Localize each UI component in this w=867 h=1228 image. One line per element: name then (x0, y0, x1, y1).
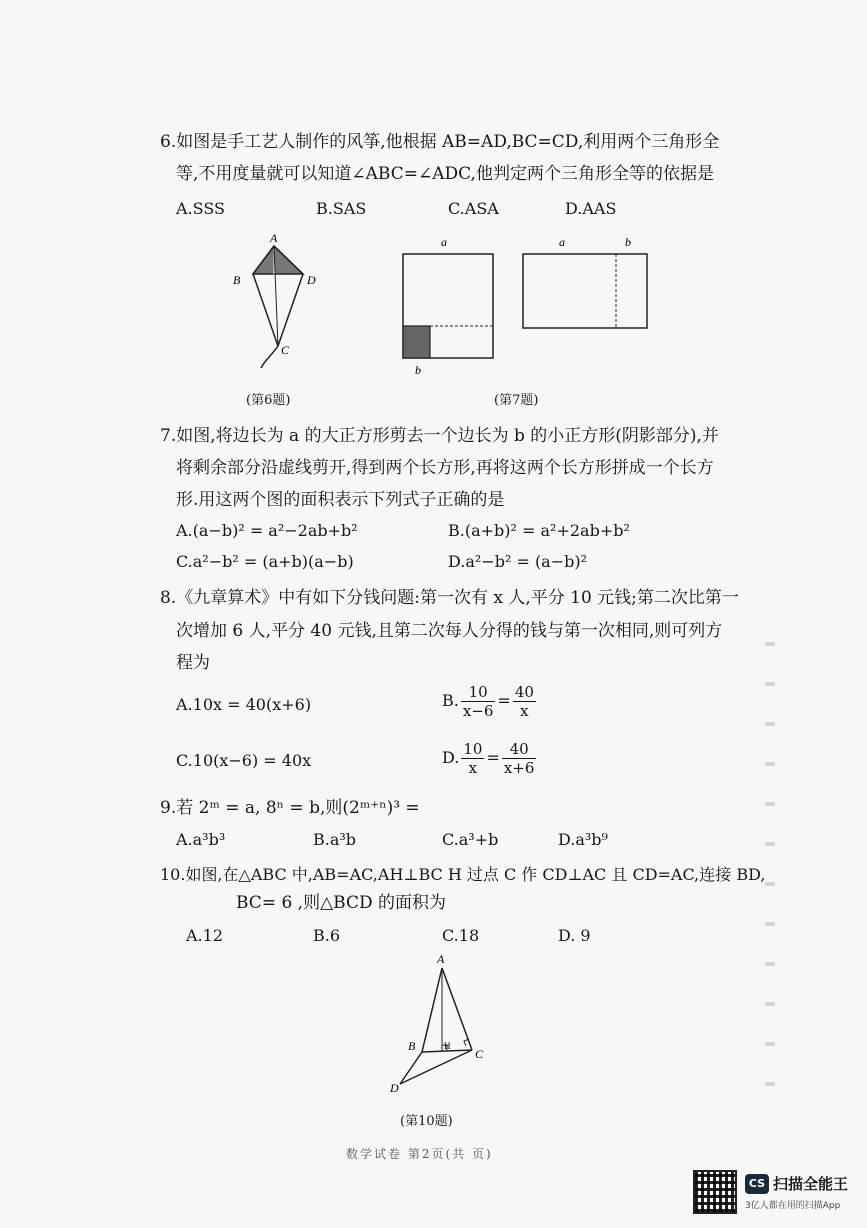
q8-option-d: D. $\frac{10}{x}$ = $\frac{40}{x+6}$ (442, 740, 535, 777)
q6-option-b: B.SAS (316, 199, 367, 218)
q6-line1: 6.如图是手工艺人制作的风筝,他根据 AB=AD,BC=CD,利用两个三角形全 (160, 132, 720, 152)
q9-option-b: B.a³b (313, 830, 357, 849)
watermark-subtitle: 3亿人都在用的扫描App (745, 1201, 841, 1211)
tri-label-b: B (408, 1039, 416, 1053)
q8-line3: 程为 (176, 653, 210, 673)
q7-option-c: C.a²−b² = (a+b)(a−b) (176, 552, 354, 571)
q6-caption: (第6题) (246, 393, 291, 408)
q7-option-b: B.(a+b)² = a²+2ab+b² (448, 521, 630, 540)
q7-line2: 将剩余部分沿虚线剪开,得到两个长方形,再将这两个长方形拼成一个长方 (176, 458, 714, 478)
camscanner-logo-icon: CS (745, 1174, 769, 1194)
scanner-watermark (693, 1170, 863, 1220)
tri-label-d: D (390, 1081, 399, 1095)
q8-option-a: A.10x = 40(x+6) (176, 695, 312, 714)
tri-label-c: C (475, 1047, 484, 1061)
rectangle (523, 254, 647, 328)
tri-label-h: H (444, 1041, 451, 1051)
q6-line2: 等,不用度量就可以知道∠ABC=∠ADC,他判定两个三角形全等的依据是 (176, 164, 714, 184)
kite-label-d: D (307, 273, 316, 287)
label-b1: b (415, 363, 421, 377)
label-a1: a (441, 235, 447, 249)
square-figures (395, 232, 655, 382)
label-b2: b (625, 235, 631, 249)
q7-line3: 形.用这两个图的面积表示下列式子正确的是 (176, 490, 505, 510)
q7-line1: 7.如图,将边长为 a 的大正方形剪去一个边长为 b 的小正方形(阴影部分),并 (160, 426, 719, 446)
q7-option-a: A.(a−b)² = a²−2ab+b² (176, 521, 358, 540)
qr-code-icon (693, 1170, 737, 1214)
q8-option-c: C.10(x−6) = 40x (176, 751, 312, 770)
q6-option-a: A.SSS (176, 199, 225, 218)
q8-line2: 次增加 6 人,平分 40 元钱,且第二次每人分得的钱与第一次相同,则可列方 (176, 621, 723, 641)
q8-option-b: B. $\frac{10}{x-6}$ = $\frac{40}{x}$ (442, 683, 534, 720)
q7-option-d: D.a²−b² = (a−b)² (448, 552, 588, 571)
q10-option-d: D. 9 (558, 926, 591, 945)
q10-caption: (第10题) (400, 1114, 453, 1129)
q9-option-d: D.a³b⁹ (558, 830, 608, 849)
kite-label-b: B (233, 273, 241, 287)
q10-line2: BC= 6 ,则△BCD 的面积为 (236, 893, 447, 913)
tri-label-a: A (437, 952, 445, 966)
scan-edge-artifact (765, 620, 775, 1110)
q10-option-b: B.6 (313, 926, 341, 945)
page-footer: 数学试卷 第2页(共 页) (346, 1147, 493, 1161)
q6-option-d: D.AAS (565, 199, 617, 218)
label-a2: a (559, 235, 565, 249)
q8-line1: 8.《九章算术》中有如下分钱问题:第一次有 x 人,平分 10 元钱;第二次比第一 (160, 588, 739, 608)
kite-figure (225, 228, 325, 378)
q10-option-c: C.18 (442, 926, 480, 945)
triangle-figure (380, 950, 500, 1100)
watermark-title: 扫描全能王 (773, 1175, 849, 1193)
q6-option-c: C.ASA (448, 199, 499, 218)
kite-label-c: C (281, 343, 290, 357)
q7-caption: (第7题) (494, 393, 539, 408)
q9-option-c: C.a³+b (442, 830, 499, 849)
q10-line1: 10.如图,在△ABC 中,AB=AC,AH⊥BC H 过点 C 作 CD⊥AC 且 CD=AC,连接 BD, (160, 865, 766, 884)
kite-label-a: A (270, 231, 278, 245)
small-shaded-square (403, 326, 430, 358)
q9-line1: 9.若 2ᵐ = a, 8ⁿ = b,则(2ᵐ⁺ⁿ)³ = (160, 798, 420, 818)
q9-option-a: A.a³b³ (176, 830, 226, 849)
q10-option-a: A.12 (186, 926, 223, 945)
